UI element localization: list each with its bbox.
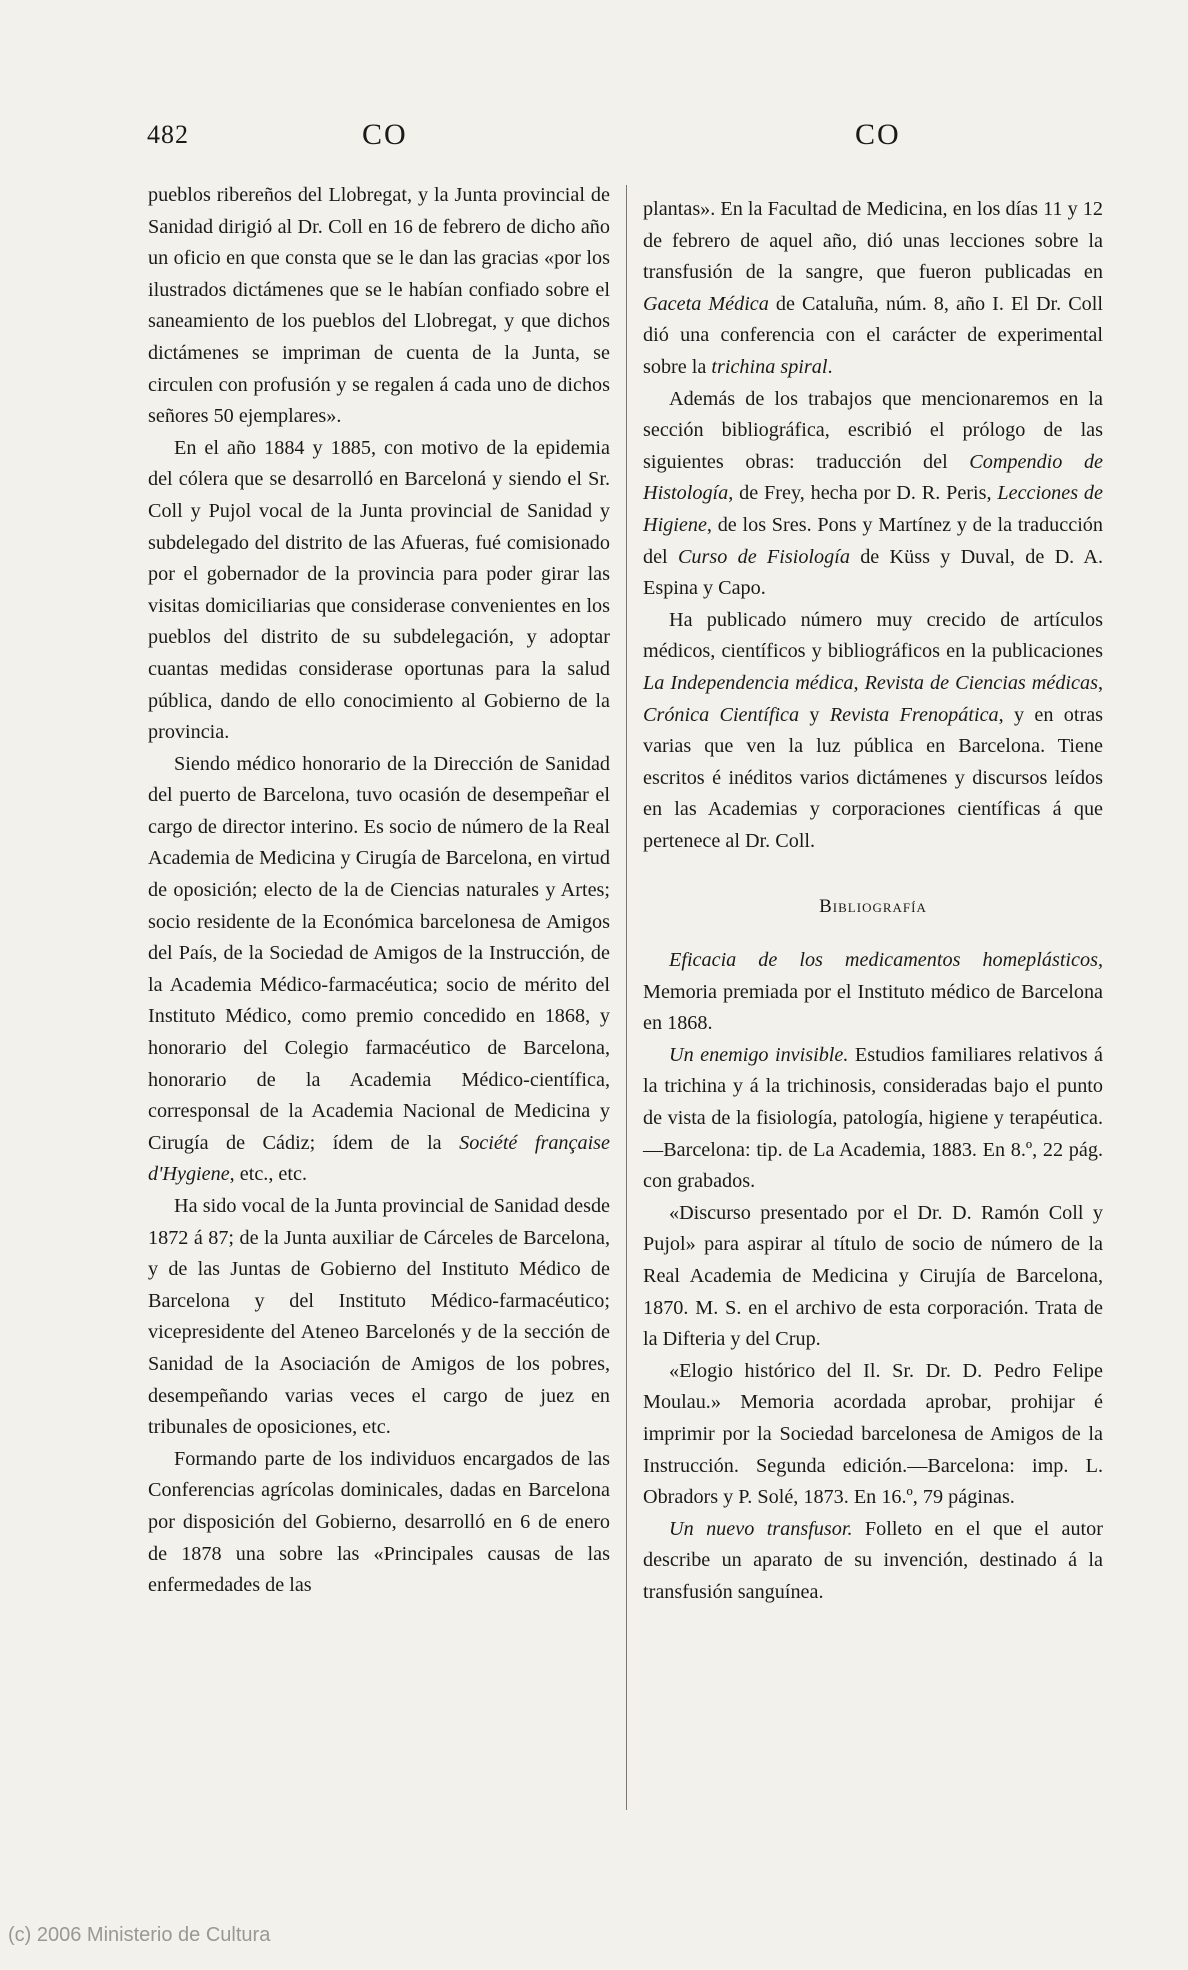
text-run: , de los Sres. Pons y Martínez y de la traducción del: [643, 513, 1103, 568]
italic-title: Eficacia de los medicamentos homeplásticos: [669, 949, 1098, 972]
italic-title: Revista Frenopática: [829, 703, 999, 726]
bibliography-entry: «Elogio histórico del Il. Sr. Dr. D. Pedro Felipe Moulau.» Memoria acordada aprobar, prohijar é imprimir por la Sociedad barcelonesa de Amigos de la Instrucción. Segunda edición.—Barcelona: imp. L. Obradors y P. Solé, 1873. En 16.º, 79 páginas.: [643, 1359, 1103, 1509]
paragraph: [643, 384, 1103, 605]
paragraph: pueblos ribereños del Llobregat, y la Junta provincial de Sanidad dirigió al Dr. Coll en 16 de febrero de dicho año un oficio en que consta que se le dan las gracias «por los ilustrados dictámenes que se le habían confiado sobre el saneamiento de los pueblos del Llobregat, y que dichos dictámenes se impriman de cuenta de la Junta, se circulen con profusión y se regalen á cada uno de dichos señores 50 ejemplares».: [148, 184, 610, 428]
paragraph: Ha sido vocal de la Junta provincial de Sanidad desde 1872 á 87; de la Junta auxiliar de Cárceles de Barcelona, y de las Juntas de Gobierno del Instituto Médico de Barcelona y del Instituto Médico-farmacéutico; vicepresidente del Ateneo Barcelonés y de la sección de Sanidad de la Asociación de Amigos de los pobres, desempeñando varias veces el cargo de juez en tribunales de oposiciones, etc.: [148, 1195, 610, 1439]
text-run: , de Frey, hecha por D. R. Peris,: [728, 482, 998, 505]
text-run: .: [827, 355, 833, 378]
copyright-watermark: (c) 2006 Ministerio de Cultura: [8, 1924, 271, 1946]
italic-title: Revista de Ciencias médicas: [864, 671, 1098, 694]
text-run: de Küss y Duval, de D. A. Espina y Capo.: [643, 545, 1104, 600]
bibliography-entry: [643, 1514, 1103, 1609]
paragraph: [643, 194, 1103, 384]
column-divider: [626, 185, 627, 1810]
text-run: Estudios familiares relativos á la trichina y á la trichinosis, consideradas bajo el punto de vista de la fisiología, patología, higiene y terapéutica.—Barcelona: tip. de La Academia, 1883. En 8.º, 22 pág. con grabados.: [643, 1043, 1103, 1193]
italic-title: Gaceta Médica: [643, 292, 769, 315]
paragraph: En el año 1884 y 1885, con motivo de la epidemia del cólera que se desarrolló en Barceloná y siendo el Sr. Coll y Pujol vocal de la Junta provincial de Sanidad y subdelegado del distrito de las Afueras, fué comisionado por el gobernador de la provincia para poder girar las visitas domiciliarias que considerase convenientes en los pueblos del distrito de su subdelegación, y adoptar cuantas medidas considerase oportunas para la salud pública, dando de ello conocimiento al Gobierno de la provincia.: [148, 436, 610, 744]
right-column: [643, 194, 1103, 1609]
bibliography-entry: [643, 945, 1103, 1040]
text-run: Folleto en el que el autor describe un aparato de su invención, destinado á la transfusión sanguínea.: [643, 1517, 1103, 1603]
running-head-left: CO: [362, 118, 408, 151]
italic-title: Un enemigo invisible.: [669, 1043, 849, 1066]
italic-title: Compendio de Histología: [643, 450, 1104, 505]
text-run: y: [799, 703, 830, 726]
text-run: Ha publicado número muy crecido de artículos médicos, científicos y bibliográficos en la publicaciones: [643, 608, 1103, 663]
italic-title: trichina spiral: [711, 355, 828, 378]
text-run: de Cataluña, núm. 8, año I. El Dr. Coll dió una conferencia con el carácter de experimental sobre la: [643, 292, 1103, 378]
bibliography-entry: [643, 1040, 1103, 1198]
text-run: ,: [1097, 671, 1103, 694]
italic-title: Crónica Científica: [643, 703, 800, 726]
italic-title: Un nuevo transfusor.: [669, 1517, 853, 1540]
bibliography-heading: Bibliografía: [819, 896, 927, 918]
italic-title: La Independencia médica: [643, 671, 854, 694]
italic-title: Lecciones de Higiene: [643, 482, 1103, 536]
paragraph: Formando parte de los individuos encargados de las Conferencias agrícolas dominicales, dadas en Barcelona por disposición del Gobierno, desarrolló en 6 de enero de 1878 una sobre las «Principales causas de las enfermedades de las: [148, 1447, 610, 1597]
text-run: ,: [853, 671, 865, 694]
page-number: 482: [147, 120, 189, 149]
paragraph: [148, 749, 610, 1191]
text-run: Además de los trabajos que mencionaremos en la sección bibliográfica, escribió el prólogo de las siguientes obras: traducción del: [643, 387, 1103, 473]
italic-title: Société française d'Hygiene: [148, 1131, 610, 1186]
running-head-right: CO: [855, 118, 901, 151]
paragraph: [643, 605, 1103, 858]
text-run: Siendo médico honorario de la Dirección de Sanidad del puerto de Barcelona, tuvo ocasión de desempeñar el cargo de director interino. Es socio de número de la Real Academia de Medicina y Cirugía de Barcelona, en virtud de oposición; electo de la de Ciencias naturales y Artes; socio residente de la Económica barcelonesa de Amigos del País, de la Sociedad de Amigos de la Instrucción, de la Academia Médico-farmacéutica; socio de mérito del Instituto Médico, como premio concedido en 1868, y honorario del Colegio farmacéutico de Barcelona, honorario de la Academia Médico-científica, corresponsal de la Academia Nacional de Medicina y Cirugía de Cádiz; ídem de la: [148, 752, 610, 1154]
text-run: plantas». En la Facultad de Medicina, en los días 11 y 12 de febrero de aquel año, dió unas lecciones sobre la transfusión de la sangre, que fueron publicadas en: [643, 198, 1103, 284]
italic-title: Curso de Fisiología: [677, 545, 850, 568]
bibliography-entry: «Discurso presentado por el Dr. D. Ramón Coll y Pujol» para aspirar al título de socio de número de la Real Academia de Medicina y Cirujía de Barcelona, 1870. M. S. en el archivo de esta corporación. Trata de la Difteria y del Crup.: [643, 1201, 1103, 1351]
text-run: , etc., etc.: [229, 1163, 308, 1186]
text-run: , Memoria premiada por el Instituto médico de Barcelona en 1868.: [643, 949, 1103, 1035]
text-run: , y en otras varias que ven la luz pública en Barcelona. Tiene escritos é inéditos varios dictámenes y discursos leídos en las Academias y corporaciones científicas á que pertenece al Dr. Coll.: [643, 703, 1104, 852]
left-column: [148, 180, 610, 1602]
